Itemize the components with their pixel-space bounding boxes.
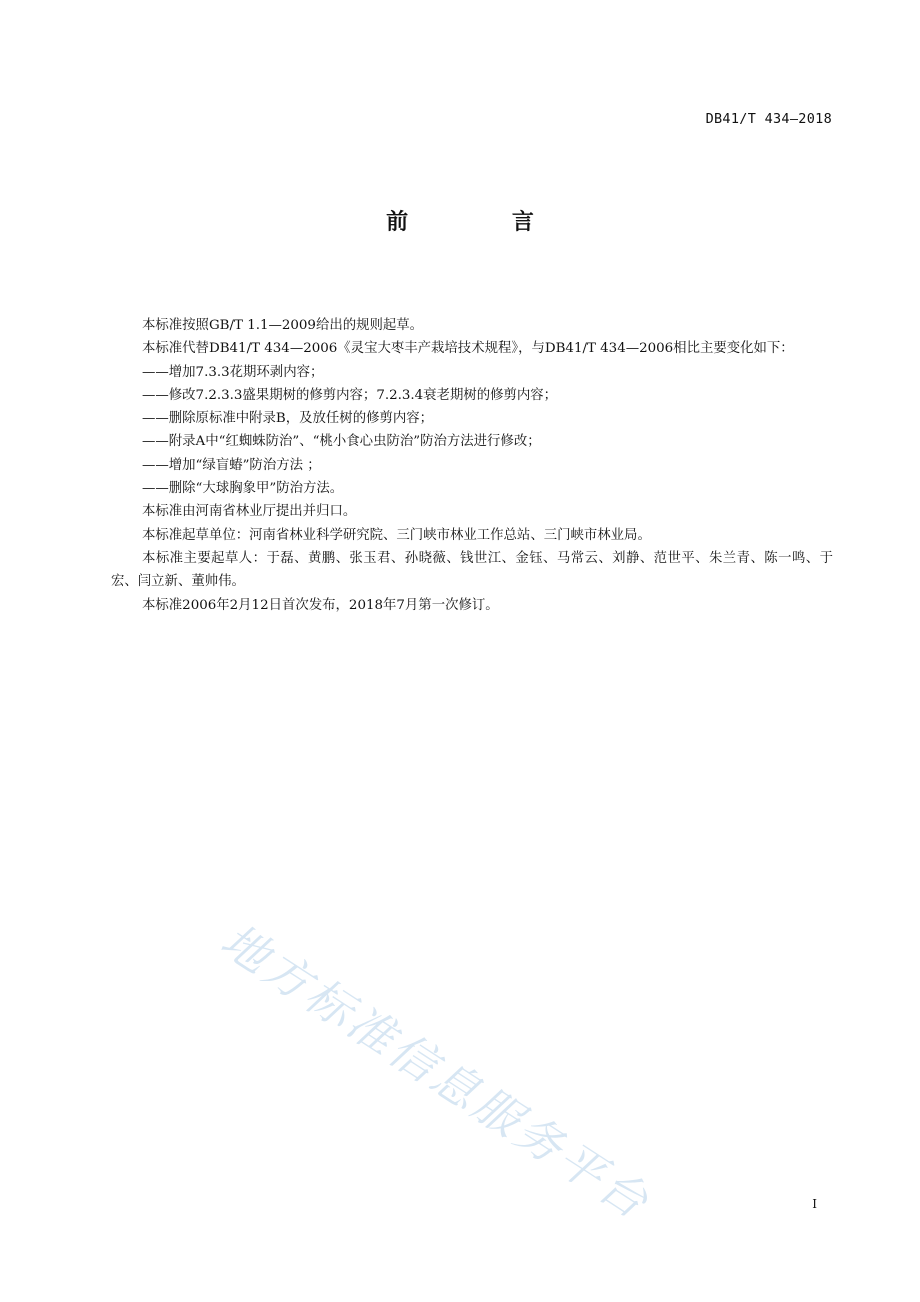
paragraph-replacement: 本标准代替DB41/T 434—2006《灵宝大枣丰产栽培技术规程》，与DB41/T 434—2006相比主要变化如下：: [142, 341, 794, 357]
change-item: ——修改7.2.3.3盛果期树的修剪内容；7.2.3.4衰老期树的修剪内容；: [142, 387, 558, 403]
paragraph-drafting-rules: 本标准按照GB/T 1.1—2009给出的规则起草。: [142, 318, 424, 333]
change-item: ——增加“绿盲蝽”防治方法 ；: [142, 457, 321, 473]
page-number: I: [812, 1197, 817, 1211]
watermark: 地方标准信息服务平台: [211, 912, 661, 1231]
paragraph-release-history: 本标准2006年2月12日首次发布，2018年7月第一次修订。: [142, 597, 499, 613]
change-item: ——删除“大球胸象甲”防治方法。: [142, 481, 344, 497]
change-item: ——增加7.3.3花期环剥内容；: [142, 364, 324, 380]
paragraph-proposer: 本标准由河南省林业厅提出并归口。: [142, 504, 357, 520]
change-item: ——删除原标准中附录B，及放任树的修剪内容；: [142, 411, 434, 427]
standard-code: DB41/T 434—2018: [705, 111, 832, 127]
foreword-body: [111, 314, 833, 617]
change-item: ——附录A中“红蜘蛛防治”、“桃小食心虫防治”防治方法进行修改；: [142, 434, 541, 450]
paragraph-drafting-units: 本标准起草单位：河南省林业科学研究院、三门峡市林业工作总站、三门峡市林业局。: [142, 527, 651, 543]
paragraph-drafters: 本标准主要起草人：于磊、黄鹏、张玉君、孙晓薇、钱世江、金钰、马常云、刘静、范世平、朱兰青、陈一鸣、于宏、闫立新、董帅伟。: [111, 550, 833, 590]
page-title: 前 言: [386, 210, 582, 235]
